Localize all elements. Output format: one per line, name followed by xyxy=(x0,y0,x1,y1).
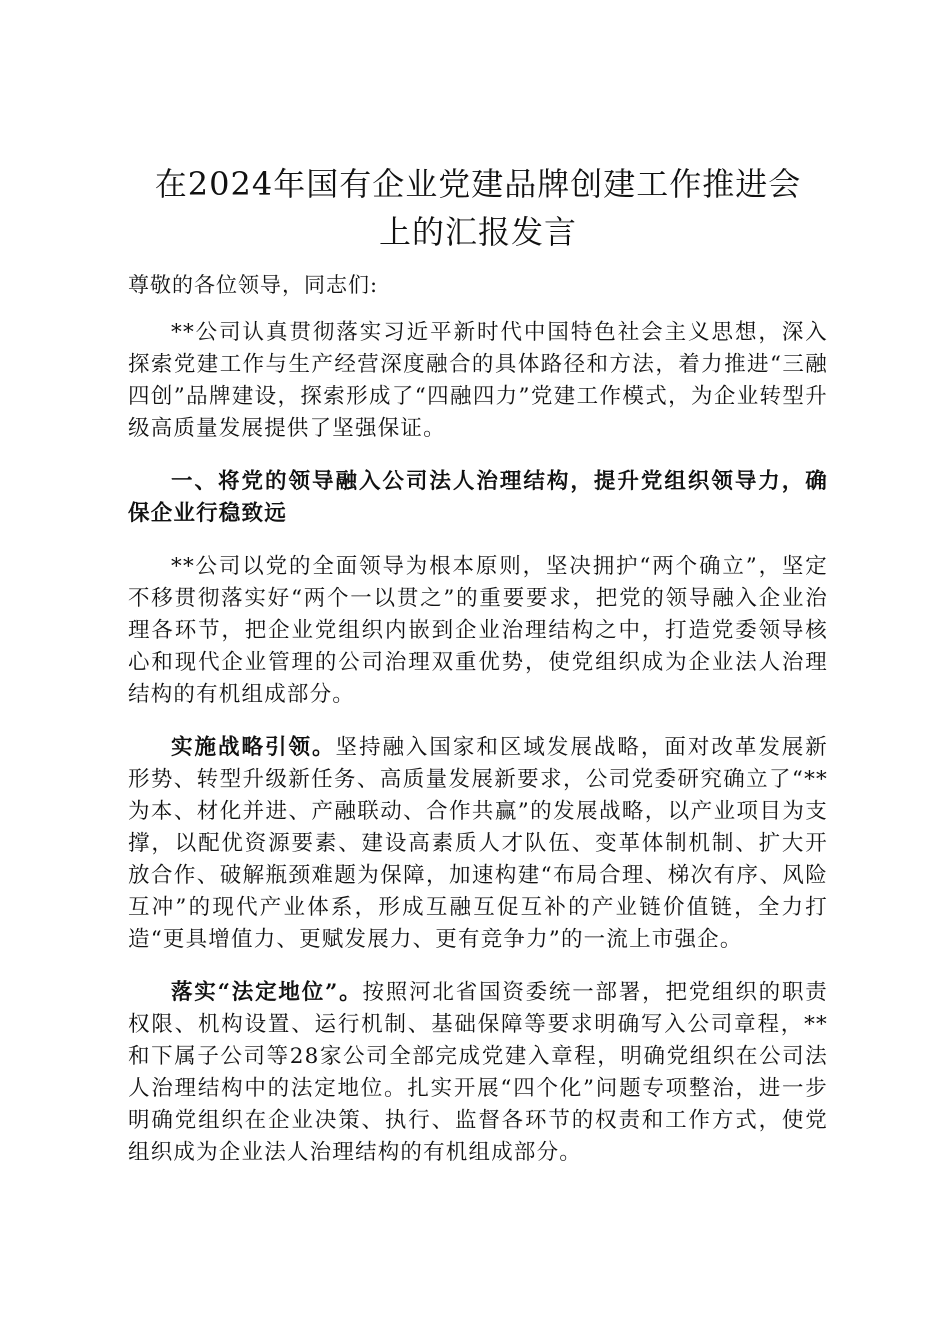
legal-status-lead: 落实“法定地位”。 xyxy=(171,980,363,1005)
section-1-heading: 一、将党的领导融入公司法人治理结构，提升党组织领导力，确保企业行稳致远 xyxy=(128,469,828,526)
strategy-paragraph xyxy=(128,732,828,956)
strategy-body: 坚持融入国家和区域发展战略，面对改革发展新形势、转型升级新任务、高质量发展新要求，公司党委研究确立了“**为本、材化并进、产融联动、合作共赢”的发展战略，以产业项目为支撑，以配优资源要素、建设高素质人才队伍、变革体制机制、扩大开放合作、破解瓶颈难题为保障，加速构建“布局合理、梯次有序、风险互冲”的现代产业体系，形成互融互促互补的产业链价值链，全力打造“更具增值力、更赋发展力、更有竞争力”的一流上市强企。 xyxy=(128,735,829,952)
intro-paragraph: **公司认真贯彻落实习近平新时代中国特色社会主义思想，深入探索党建工作与生产经营深度融合的具体路径和方法，着力推进“三融四创”品牌建设，探索形成了“四融四力”党建工作模式，为企业转型升级高质量发展提供了坚强保证。 xyxy=(128,320,828,441)
legal-status-paragraph xyxy=(128,977,828,1169)
title-line-2: 上的汇报发言 xyxy=(378,213,577,251)
legal-status-body: 按照河北省国资委统一部署，把党组织的职责权限、机构设置、运行机制、基础保障等要求明确写入公司章程，**和下属子公司等28家公司全部完成党建入章程，明确党组织在公司法人治理结构中的法定地位。扎实开展“四个化”问题专项整治，进一步明确党组织在企业决策、执行、监督各环节的权责和工作方式，使党组织成为企业法人治理结构的有机组成部分。 xyxy=(128,980,828,1165)
document-title xyxy=(128,160,828,256)
section-1-paragraph: **公司以党的全面领导为根本原则，坚决拥护“两个确立”，坚定不移贯彻落实好“两个一以贯之”的重要要求，把党的领导融入企业治理各环节，把企业党组织内嵌到企业治理结构之中，打造党委领导核心和现代企业管理的公司治理双重优势，使党组织成为企业法人治理结构的有机组成部分。 xyxy=(128,554,828,707)
title-line-1: 在2024年国有企业党建品牌创建工作推进会 xyxy=(154,165,802,203)
salutation: 尊敬的各位领导，同志们: xyxy=(128,273,379,297)
strategy-lead: 实施战略引领。 xyxy=(171,735,336,760)
document-page xyxy=(128,160,828,1190)
